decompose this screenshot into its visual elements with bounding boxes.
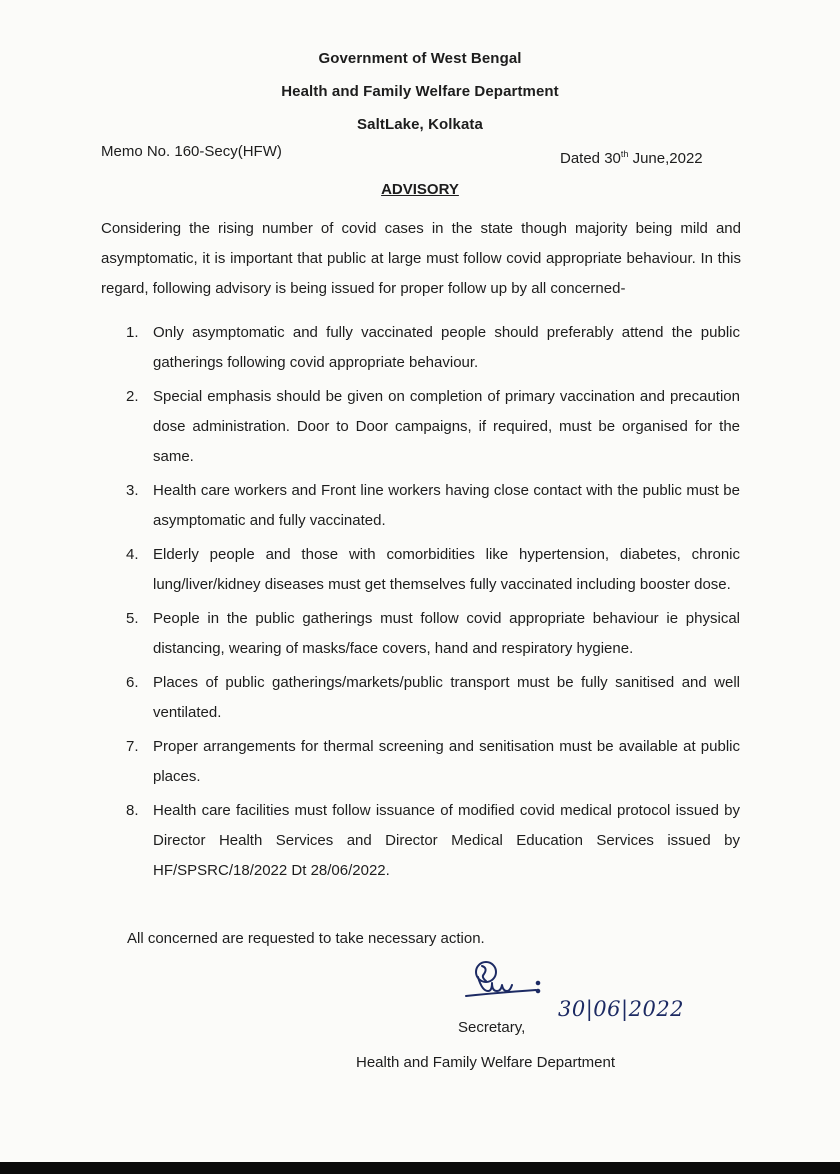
list-item-text: Only asymptomatic and fully vaccinated people should preferably attend the public gatherings following covid appropriate behaviour. <box>153 324 740 371</box>
list-item-number: 7. <box>126 738 139 755</box>
list-item <box>120 604 740 664</box>
list-item-number: 5. <box>126 610 139 627</box>
memo-date <box>560 149 703 167</box>
signature-date: 30|06|2022 <box>558 997 685 1021</box>
list-item <box>120 732 740 792</box>
memo-date-suffix-sup: th <box>620 149 629 159</box>
advisory-list <box>120 318 740 886</box>
advisory-title: ADVISORY <box>381 181 459 198</box>
list-item-number: 6. <box>126 674 139 691</box>
signatory-title: Secretary, <box>458 1019 526 1036</box>
memo-date-suffix: June,2022 <box>628 150 703 167</box>
header-department: Health and Family Welfare Department <box>281 83 559 100</box>
list-item-number: 2. <box>126 388 139 405</box>
list-item-text: Places of public gatherings/markets/public transport must be fully sanitised and well ventilated. <box>153 674 740 721</box>
closing-line: All concerned are requested to take necessary action. <box>127 930 485 947</box>
header-location: SaltLake, Kolkata <box>357 116 483 133</box>
list-item-number: 8. <box>126 802 139 819</box>
bottom-edge-bar <box>0 1162 840 1174</box>
memo-number: Memo No. 160-Secy(HFW) <box>101 143 282 160</box>
list-item <box>120 318 740 378</box>
header-government: Government of West Bengal <box>318 50 522 67</box>
list-item-number: 4. <box>126 546 139 563</box>
list-item <box>120 540 740 600</box>
list-item-text: Health care workers and Front line workers having close contact with the public must be asymptomatic and fully vaccinated. <box>153 482 740 529</box>
list-item <box>120 668 740 728</box>
list-item-text: People in the public gatherings must follow covid appropriate behaviour ie physical distancing, wearing of masks/face covers, hand and respiratory hygiene. <box>153 610 740 657</box>
list-item-number: 3. <box>126 482 139 499</box>
list-item-text: Health care facilities must follow issuance of modified covid medical protocol issued by Director Health Services and Director Medical Education Services issued by HF/SPSRC/18/2022 Dt 28/06/2022. <box>153 802 740 879</box>
list-item-text: Special emphasis should be given on completion of primary vaccination and precaution dose administration. Door to Door campaigns, if required, must be organised for the same. <box>153 388 740 465</box>
memo-date-prefix: Dated 30 <box>560 150 621 167</box>
list-item-number: 1. <box>126 324 139 341</box>
list-item <box>120 796 740 886</box>
intro-paragraph: Considering the rising number of covid cases in the state though majority being mild and asymptomatic, it is important that public at large must follow covid appropriate behaviour. In this regard, following advisory is being issued for proper follow up by all concerned- <box>101 220 741 297</box>
list-item-text: Elderly people and those with comorbidities like hypertension, diabetes, chronic lung/liver/kidney diseases must get themselves fully vaccinated including booster dose. <box>153 546 740 593</box>
list-item-text: Proper arrangements for thermal screening and senitisation must be available at public places. <box>153 738 740 785</box>
list-item <box>120 476 740 536</box>
signatory-department: Health and Family Welfare Department <box>356 1054 615 1071</box>
list-item <box>120 382 740 472</box>
